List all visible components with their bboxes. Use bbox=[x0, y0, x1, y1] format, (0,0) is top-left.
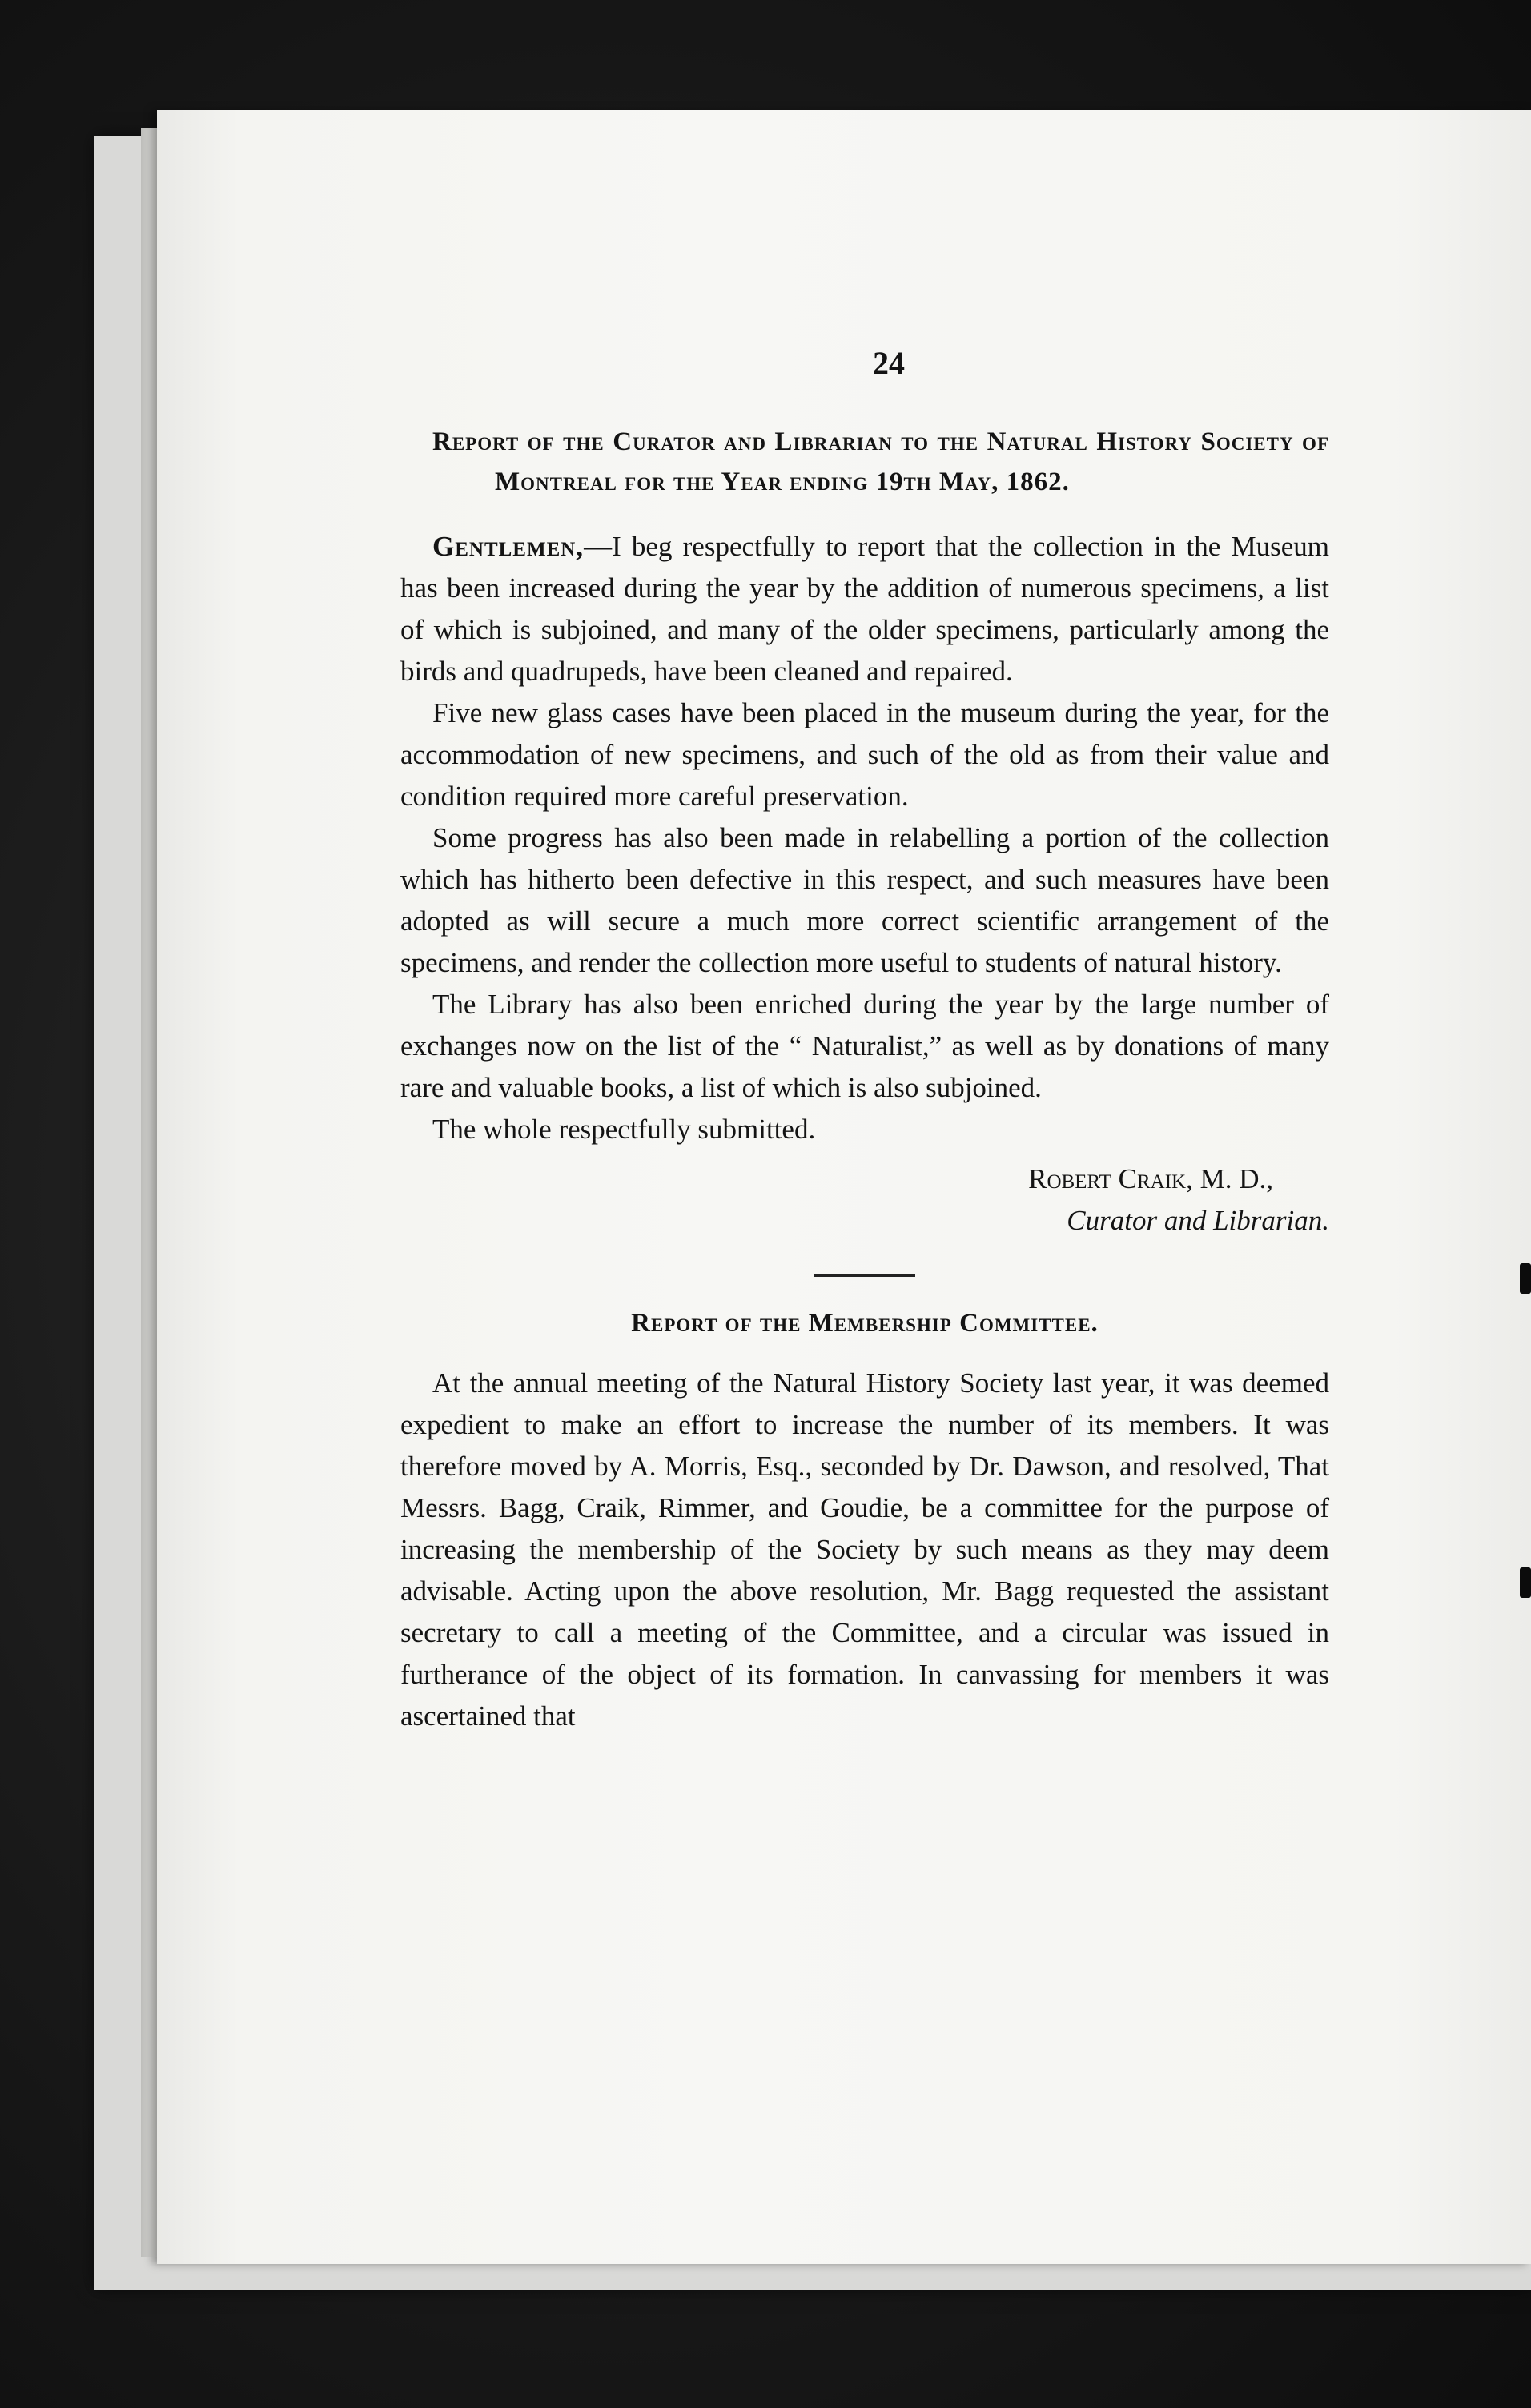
report-title: Report of the Curator and Librarian to the Natural History Society of Montreal for the Year ending 19th May, 1862. bbox=[432, 427, 1329, 496]
signature-title: Curator and Librarian. bbox=[1067, 1205, 1329, 1236]
page-edge bbox=[141, 128, 157, 2258]
paragraph: The whole respectfully submitted. bbox=[432, 1114, 816, 1145]
binding-mark bbox=[1520, 1263, 1531, 1294]
page-number: 24 bbox=[873, 345, 905, 381]
salutation: Gentlemen, bbox=[432, 531, 585, 562]
paragraph: Some progress has also been made in relabelling a portion of the collection which has hitherto been defective in this respect, and such measures have been adopted as will secure a much more correct scientific arrangement of the specimens, and render the collection more useful to students of natural history. bbox=[400, 822, 1329, 978]
binding-mark bbox=[1520, 1567, 1531, 1598]
paragraph: Five new glass cases have been placed in the museum during the year, for the accommodation of new specimens, and such of the old as from their value and condition required more careful preservation. bbox=[400, 697, 1329, 812]
signature-name: Robert Craik, M. D., bbox=[1028, 1163, 1273, 1194]
paragraph: At the annual meeting of the Natural History Society last year, it was deemed expedient to make an effort to increase the number of its members. It was therefore moved by A. Morris, Esq., seconded by Dr. Dawson, and resolved, That Messrs. Bagg, Craik, Rimmer, and Goudie, be a committee for the purpose of increasing the membership of the Society by such means as they may deem advisable. Acting upon the above resolution, Mr. Bagg requested the assistant secretary to call a meeting of the Committee, and a circular was issued in furtherance of the object of its formation. In canvassing for members it was ascertained that bbox=[400, 1367, 1329, 1732]
section-title: Report of the Membership Committee. bbox=[631, 1309, 1099, 1338]
paragraph: Gentlemen,—I beg respectfully to report that the collection in the Museum has been increased during the year by the addition of numerous specimens, a list of which is subjoined, and many of the older specimens, particularly among the birds and quadrupeds, have been cleaned and repaired. bbox=[400, 531, 1329, 687]
section-divider bbox=[814, 1274, 915, 1277]
paragraph: The Library has also been enriched during the year by the large number of exchanges now on the list of the “ Naturalist,” as well as by donations of many rare and valuable books, a list of which is also subjoined. bbox=[400, 989, 1329, 1103]
page-content bbox=[400, 344, 1329, 1737]
